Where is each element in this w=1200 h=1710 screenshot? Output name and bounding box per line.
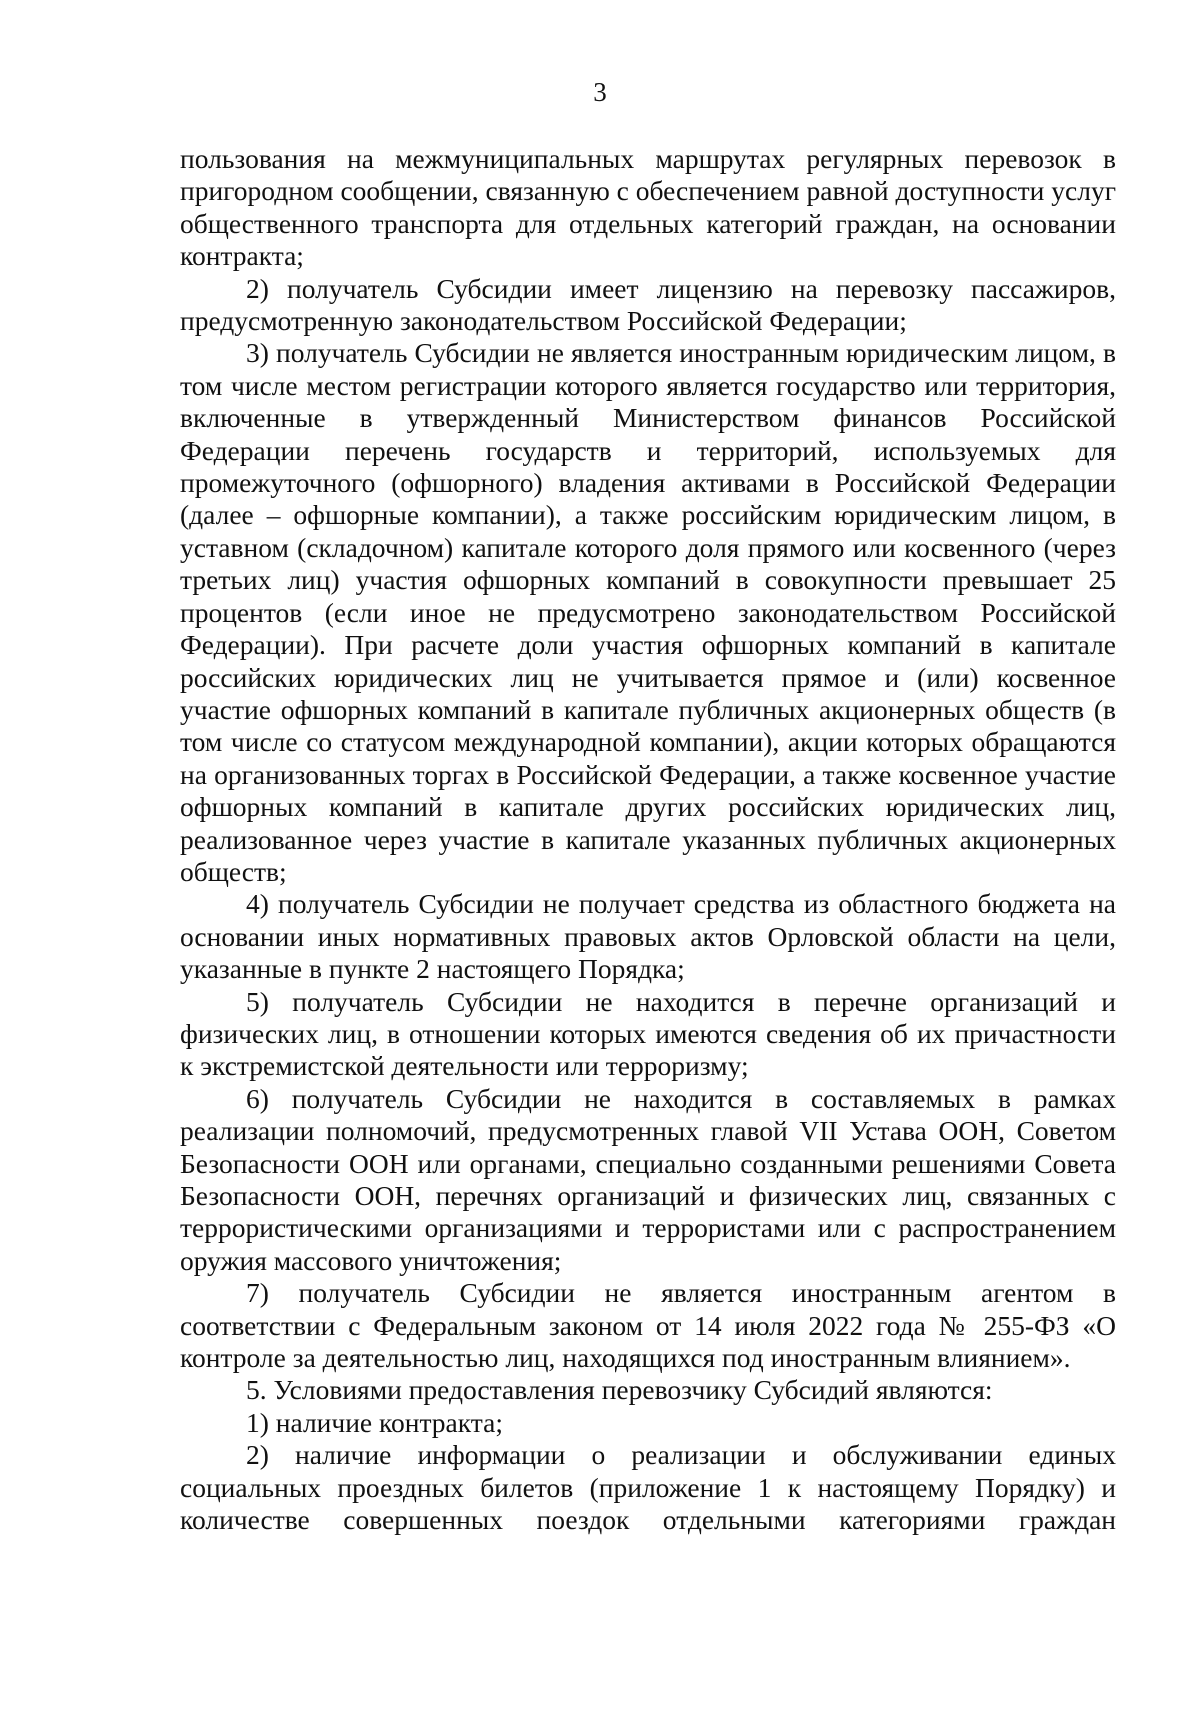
paragraph-continuation: пользования на межмуниципальных маршрутах регулярных перевозок в пригородном сообщении, связанную с обеспечением равной доступности услуг общественного транспорта для отдельных категорий граждан, на основании контракта; [180,143,1116,272]
paragraph-item-2-license: 2) получатель Субсидии имеет лицензию на перевозку пассажиров, предусмотренную законодательством Российской Федерации; [180,272,1116,337]
paragraph-item-3-offshore: 3) получатель Субсидии не является иностранным юридическим лицом, в том числе местом регистрации которого является государство или территория, включенные в утвержденный Министерством финансов Российской Федерации перечень государств и территорий, используемых для промежуточного (офшорного) владения активами в Российской Федерации (далее – офшорные компании), а также российским юридическим лицом, в уставном (складочном) капитале которого доля прямого или косвенного (через третьих лиц) участия офшорных компаний в совокупности превышает 25 процентов (если иное не предусмотрено законодательством Российской Федерации). При расчете доли участия офшорных компаний в капитале российских юридических лиц не учитывается прямое и (или) косвенное участие офшорных компаний в капитале публичных акционерных обществ (в том числе со статусом международной компании), акции которых обращаются на организованных торгах в Российской Федерации, а также косвенное участие офшорных компаний в капитале других российских юридических лиц, реализованное через участие в капитале указанных публичных акционерных обществ; [180,337,1116,887]
paragraph-item-7-foreign-agent: 7) получатель Субсидии не является иностранным агентом в соответствии с Федеральным законом от 14 июля 2022 года № 255-ФЗ «О контроле за деятельностью лиц, находящихся под иностранным влиянием». [180,1277,1116,1374]
page-number: 3 [593,77,607,107]
paragraph-condition-1: 1) наличие контракта; [246,1406,503,1438]
paragraph-condition-2: 2) наличие информации о реализации и обслуживании единых социальных проездных билетов (приложение 1 к настоящему Порядку) и количестве совершенных поездок отдельными категориями граждан [180,1439,1116,1536]
paragraph-item-4-budget: 4) получатель Субсидии не получает средства из областного бюджета на основании иных нормативных правовых актов Орловской области на цели, указанные в пункте 2 настоящего Порядка; [180,888,1116,985]
paragraph-section-5-heading: 5. Условиями предоставления перевозчику Субсидий являются: [246,1374,993,1406]
document-body [180,143,1116,1536]
paragraph-item-6-un-lists: 6) получатель Субсидии не находится в составляемых в рамках реализации полномочий, предусмотренных главой VII Устава ООН, Советом Безопасности ООН или органами, специально созданными решениями Совета Безопасности ООН, перечнях организаций и физических лиц, связанных с террористическими организациями и террористами или с распространением оружия массового уничтожения; [180,1082,1116,1276]
paragraph-item-5-extremism: 5) получатель Субсидии не находится в перечне организаций и физических лиц, в отношении которых имеются сведения об их причастности к экстремистской деятельности или терроризму; [180,985,1116,1082]
